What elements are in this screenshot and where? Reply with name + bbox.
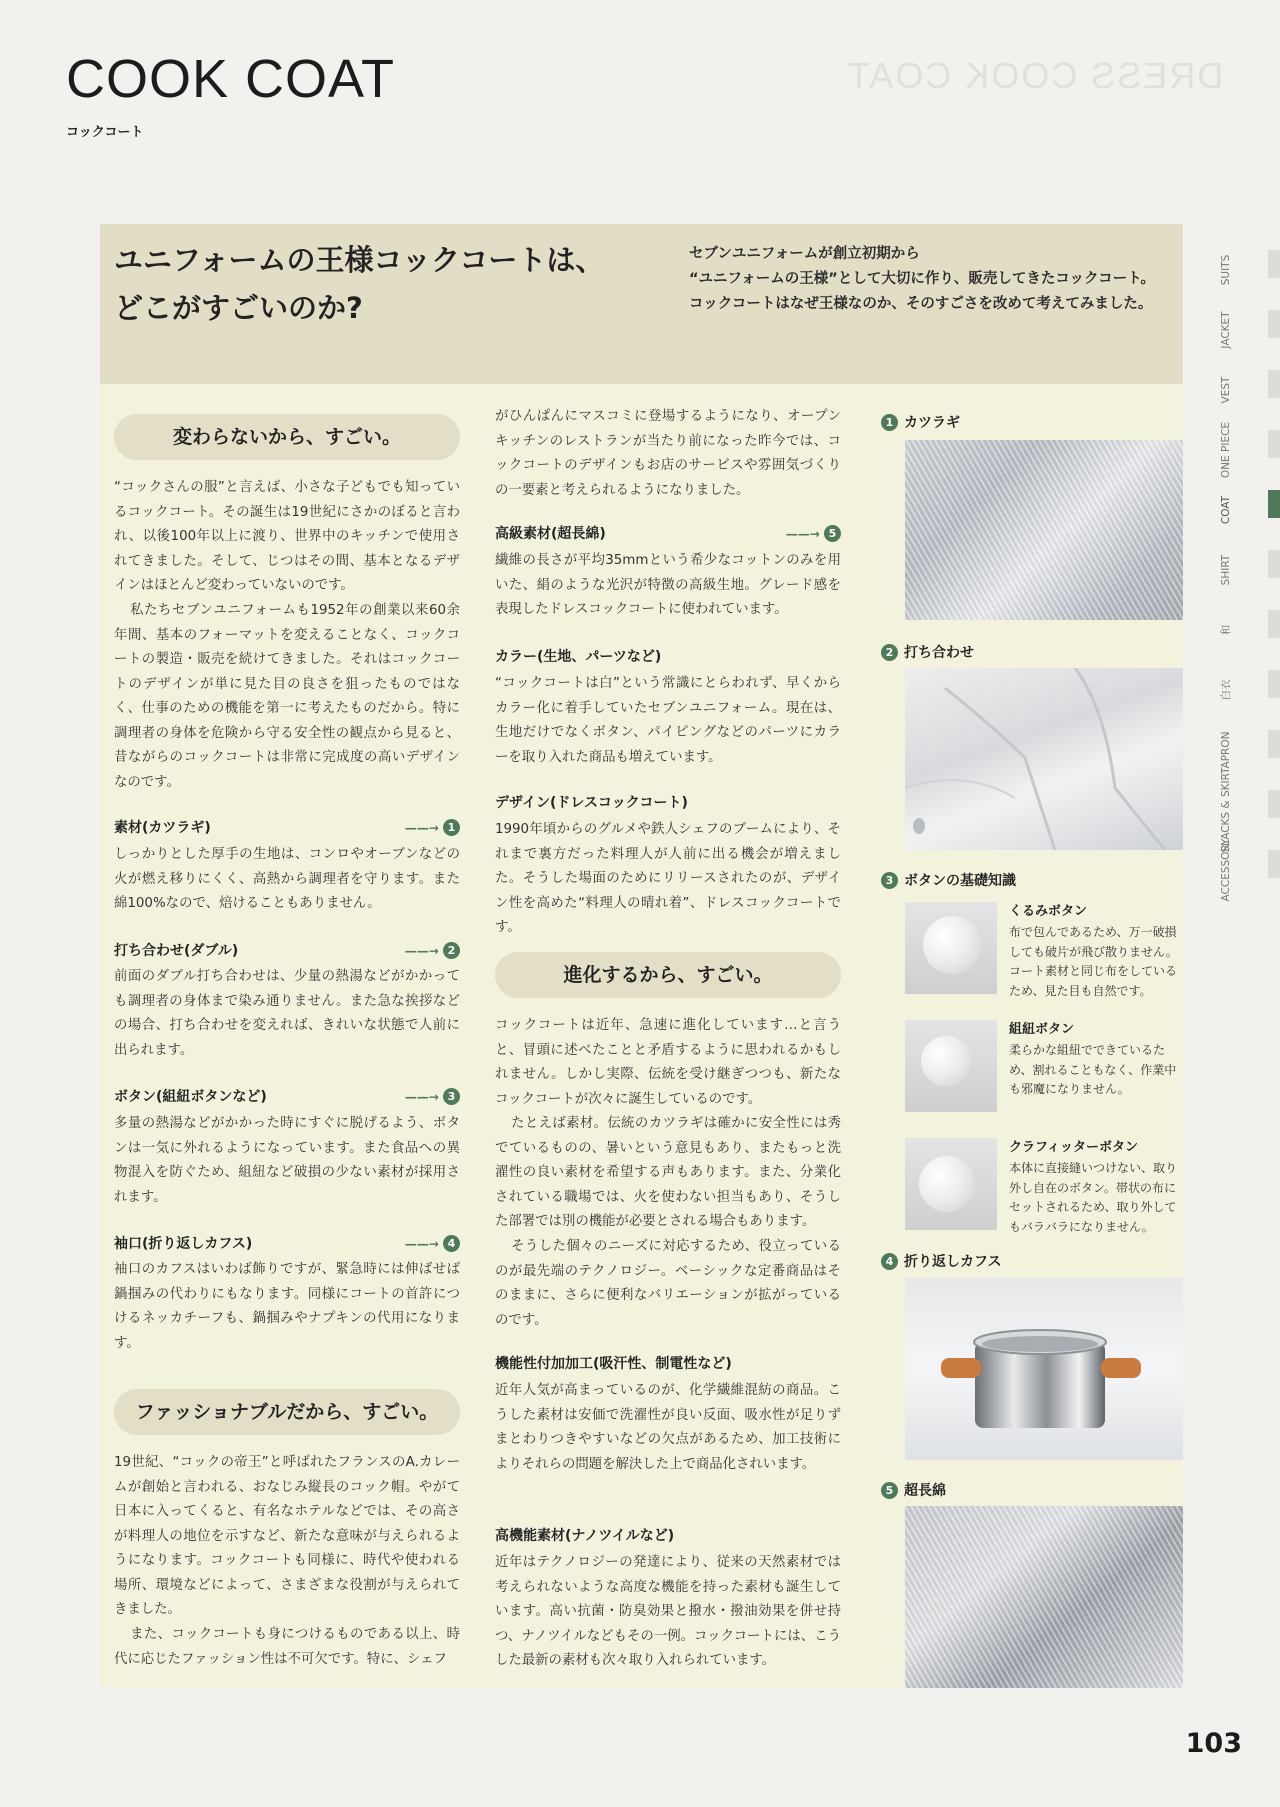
button-text-covered: 布で包んであるため、万一破損しても破片が飛び散りません。コート素材と同じ布をしているため、見た目も自然です。 bbox=[1009, 925, 1178, 998]
item-head-front: 打ち合わせ(ダブル) ——→ 2 bbox=[114, 940, 460, 962]
section3-body: コックコートは近年、急速に進化しています…と言うと、冒頭に述べたことと矛盾するように思われるかもしれません。しかし実際、伝統を受け継ぎつつも、新たなコックコートが次々に誕生しているのです。 bbox=[495, 1018, 841, 1107]
ghost-title: DRESS COOK COAT bbox=[846, 55, 1224, 96]
tab-vest[interactable]: VEST bbox=[1200, 360, 1280, 420]
item-head-premium: 高級素材(超長綿) ——→ 5 bbox=[495, 523, 841, 545]
item-text-material: しっかりとした厚手の生地は、コンロやオーブンなどの火が燃え移りにくく、高熱から調理者を守ります。また綿100%なので、焙けることもありません。 bbox=[114, 847, 460, 911]
number-4-icon: 4 bbox=[443, 1235, 460, 1252]
item-text-color: “コックコートは白”という常識にとらわれず、早くからカラー化に着手していたセブンユニフォーム。現在は、生地だけでなくボタン、パイピングなどのパーツにカラーを取り入れた商品も増えています。 bbox=[495, 676, 841, 765]
section3-body2: たとえば素材。伝統のカツラギは確かに安全性には秀でているものの、暑いという意見もあり、またもっと洗濯性の良い素材を希望する声もあります。また、分業化されている職場では、火を使わない担当もあり、そうした部署では別の機能が必要とされる場合もあります。 bbox=[495, 1116, 841, 1229]
number-3-icon: 3 bbox=[443, 1088, 460, 1105]
item-text-button: 多量の熱湯などがかかった時にすぐに脱げるよう、ボタンは一気に外れるようになっています。また食品への異物混入を防ぐため、組紐など破損の少ない素材が採用されます。 bbox=[114, 1116, 460, 1205]
side-index-tabs bbox=[1200, 240, 1280, 920]
tab-jacket[interactable]: JACKET bbox=[1200, 300, 1280, 360]
button-text-clafitter: 本体に直接縫いつけない、取り外し自在のボタン。帯状の布にセットされるため、取り外してもバラバラになりません。 bbox=[1009, 1161, 1178, 1234]
cuffs-pot-photo bbox=[905, 1278, 1183, 1460]
number-2-icon: 2 bbox=[443, 942, 460, 959]
braided-button-ball bbox=[921, 1036, 971, 1086]
item-head-design: デザイン(ドレスコックコート) bbox=[495, 795, 688, 811]
pot-drawing bbox=[905, 1278, 1183, 1460]
hero-intro: セブンユニフォームが創立初期から “ユニフォームの王様”として大切に作り、販売してきたコックコート。 コックコートはなぜ王様なのか、そのすごさを改めて考えてみました。 bbox=[689, 246, 1155, 312]
clafitter-button-photo bbox=[905, 1138, 997, 1230]
section-heading-evolving: 進化するから、すごい。 bbox=[495, 952, 841, 998]
tab-hakui[interactable]: 白衣 bbox=[1200, 660, 1280, 720]
section2-body2: また、コックコートも身につけるものである以上、時代に応じたファッション性は不可欠です。特に、シェフ bbox=[114, 1627, 460, 1667]
item-text-cuffs: 袖口のカフスはいわば飾りですが、緊急時には伸ばせば鍋掴みの代わりにもなります。同様にコートの首許につけるネッカチーフも、鍋掴みやナプキンの代用になります。 bbox=[114, 1262, 460, 1351]
hero-wave-divider bbox=[100, 374, 1183, 390]
clafitter-button-ball bbox=[919, 1156, 975, 1212]
photo-label-front: 2 打ち合わせ bbox=[881, 642, 974, 662]
tab-coat[interactable]: COAT bbox=[1200, 480, 1280, 540]
tab-shirt[interactable]: SHIRT bbox=[1200, 540, 1280, 600]
button-title-braided: 組紐ボタン bbox=[1009, 1022, 1075, 1037]
page-subtitle: コックコート bbox=[66, 125, 144, 140]
section-heading-fashionable: ファッショナブルだから、すごい。 bbox=[114, 1389, 460, 1435]
photo-label-cuffs: 4 折り返しカフス bbox=[881, 1251, 1001, 1271]
number-1-icon: 1 bbox=[443, 819, 460, 836]
tab-one-piece[interactable]: ONE PIECE bbox=[1200, 420, 1280, 480]
section-heading-unchanging: 変わらないから、すごい。 bbox=[114, 414, 460, 460]
section1-body: “コックさんの服”と言えば、小さな子どもでも知っているコックコート。その誕生は19世紀にさかのぼると言われ、以後100年以上に渡り、世界中のキッチンで使用されてきました。そして、じつはその間、基本となるデザインはほとんど変わっていないのです。 bbox=[114, 480, 460, 593]
covered-button-photo bbox=[905, 902, 997, 994]
page-title: COOK COAT bbox=[66, 49, 396, 109]
item-text-hightech: 近年はテクノロジーの発達により、従来の天然素材では考えられないような高度な機能を持った素材も誕生しています。高い抗菌・防臭効果と撥水・撥油効果を併せ持つ、ナノツイルなどもその一例。コックコートには、こうした最新の素材も次々取り入れられています。 bbox=[495, 1555, 841, 1668]
covered-button-ball bbox=[923, 916, 981, 974]
item-head-button: ボタン(組紐ボタンなど) ——→ 3 bbox=[114, 1086, 460, 1108]
item-text-front: 前面のダブル打ち合わせは、少量の熱湯などがかかっても調理者の身体まで染み通りません。また急な挨拶などの場合、打ち合わせを変えれば、きれいな状態で人前に出られます。 bbox=[114, 969, 460, 1058]
number-3-icon: 3 bbox=[881, 872, 898, 889]
item-head-material: 素材(カツラギ) ——→ 1 bbox=[114, 817, 460, 839]
photo-label-longcotton: 5 超長綿 bbox=[881, 1480, 946, 1500]
item-head-color: カラー(生地、パーツなど) bbox=[495, 649, 662, 665]
hero-title: ユニフォームの王様コックコートは、 どこがすごいのか? bbox=[114, 243, 605, 325]
button-title-covered: くるみボタン bbox=[1009, 904, 1088, 919]
button-title-clafitter: クラフィッターボタン bbox=[1009, 1140, 1138, 1155]
tab-wa[interactable]: 和 bbox=[1200, 600, 1280, 660]
tab-slacks-skirt[interactable]: SLACKS & SKIRT bbox=[1200, 780, 1280, 840]
page-number: 103 bbox=[1185, 1728, 1242, 1759]
number-4-icon: 4 bbox=[881, 1253, 898, 1270]
item-text-functional: 近年人気が高まっているのが、化学繊維混紡の商品。こうした素材は安価で洗濯性が良い反面、吸水性が足りずまとわりつきやすいなどの欠点があるため、加工技術によりそれらの問題を解決した上で商品化されいます。 bbox=[495, 1383, 841, 1472]
number-1-icon: 1 bbox=[881, 414, 898, 431]
long-staple-cotton-photo bbox=[905, 1506, 1183, 1688]
tab-apron[interactable]: APRON bbox=[1200, 720, 1280, 780]
button-text-braided: 柔らかな組紐でできているため、割れることもなく、作業中も邪魔になりません。 bbox=[1009, 1043, 1177, 1096]
tab-suits[interactable]: SUITS bbox=[1200, 240, 1280, 300]
item-text-design: 1990年頃からのグルメや鉄人シェフのブームにより、それまで裏方だった料理人が人前に出る機会が増えました。そうした場面のためにリリースされたのが、デザイン性を高めた“料理人の晴れ着”、ドレスコックコートです。 bbox=[495, 822, 841, 935]
item-head-cuffs: 袖口(折り返しカフス) ——→ 4 bbox=[114, 1233, 460, 1255]
section2-body: 19世紀、“コックの帝王”と呼ばれたフランスのA.カレームが創始と言われる、おなじみ縦長のコック帽。やがて日本に入ってくると、有名なホテルなどでは、その高さが料理人の地位を示すなど、新たな意味が与えられるようになります。コックコートも同様に、時代や使われる場所、環境などによって、さまざまな役割が与えられてきました。 bbox=[114, 1455, 460, 1617]
item-text-premium: 繊維の長さが平均35mmという希少なコットンのみを用いた、絹のような光沢が特徴の高級生地。グレード感を表現したドレスコックコートに使われています。 bbox=[495, 553, 841, 617]
hero-band bbox=[100, 224, 1183, 384]
collar-drawing bbox=[905, 668, 1183, 850]
braided-button-photo bbox=[905, 1020, 997, 1112]
section1-body2: 私たちセブンユニフォームも1952年の創業以来60余年間、基本のフォーマットを変えることなく、コックコートの製造・販売を続けてきました。それはコックコートのデザインが単に見た目の良さを狙ったものではなく、仕事のための機能を第一に考えたものだから。特に調理者の身体を危険から守る安全性の観点から見ると、昔ながらのコックコートは非常に完成度の高いデザインなのです。 bbox=[114, 603, 460, 790]
section3-body3: そうした個々のニーズに対応するため、役立っているのが最先端のテクノロジー。ベーシックな定番商品はそのままに、さらに便利なバリエーションが拡がっているのです。 bbox=[495, 1239, 841, 1328]
katsuragi-fabric-photo bbox=[905, 440, 1183, 620]
number-2-icon: 2 bbox=[881, 644, 898, 661]
photo-label-buttons: 3 ボタンの基礎知識 bbox=[881, 870, 1016, 890]
section2-continued: がひんぱんにマスコミに登場するようになり、オープンキッチンのレストランが当たり前になった昨今では、コックコートのデザインもお店のサービスや雰囲気づくりの一要素と考えられるようになりました。 bbox=[495, 409, 841, 498]
photo-label-katsuragi: 1 カツラギ bbox=[881, 412, 960, 432]
number-5-icon: 5 bbox=[824, 525, 841, 542]
coat-collar-photo bbox=[905, 668, 1183, 850]
item-head-hightech: 高機能素材(ナノツイルなど) bbox=[495, 1528, 675, 1544]
tab-accessory[interactable]: ACCESSORY bbox=[1200, 840, 1280, 900]
article-panel bbox=[100, 224, 1183, 1688]
item-head-functional: 機能性付加加工(吸汗性、制電性など) bbox=[495, 1356, 732, 1372]
number-5-icon: 5 bbox=[881, 1482, 898, 1499]
